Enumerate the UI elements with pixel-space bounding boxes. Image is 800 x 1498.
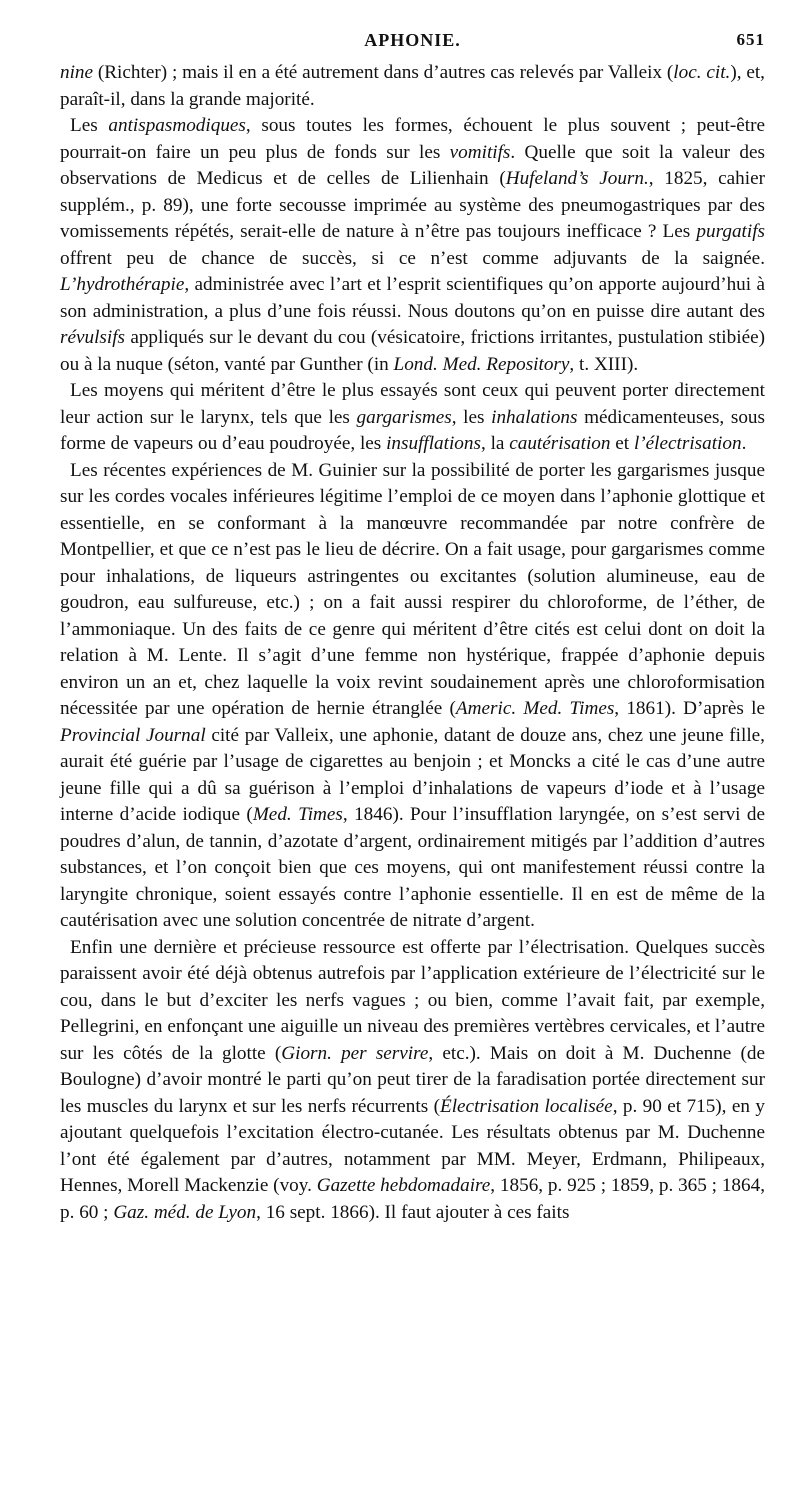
paragraph-moyens — [60, 378, 765, 458]
text-run: , 1825, cahier supplém., p. 89), une forte secousse imprimée au système des pneumogastriques par des vomissements répétés, serait-elle de nature à n’être pas toujours inefficace ? Les — [60, 168, 765, 242]
text-run: ), et, paraît-il, dans la grande majorité. — [60, 62, 765, 110]
page-number: 651 — [736, 30, 765, 49]
text-run: cité par Valleix, une aphonie, datant de douze ans, chez une jeune fille, aurait été guérie par l’usage de cigarettes au benjoin ; et Moncks a cité le cas d’une autre jeune fille qui a dû sa guérison à l’emploi d’inhalations de vapeurs d’iode et à l’usage interne d’acide iodique ( — [60, 724, 765, 825]
paragraph-continued — [60, 60, 765, 113]
text-run: , t. XIII). — [569, 353, 639, 375]
text-run: Les — [70, 115, 109, 136]
text-run: , 1861). D’après le — [614, 698, 765, 719]
text-run: offrent peu de chance de succès, si ce n’est comme adjuvants de la saignée. — [60, 247, 765, 269]
text-run: (Richter) ; mais il en a été autrement dans d’autres cas relevés par Valleix ( — [93, 62, 674, 83]
text-run: , etc.). Mais on doit à M. Duchenne (de Boulogne) d’avoir montré le parti qu’on peut tirer de la faradisation portée directement sur les muscles du larynx et sur les nerfs récurrents ( — [60, 1042, 765, 1117]
italic-run: gargarismes — [356, 406, 452, 428]
italic-run: Gaz. méd. de Lyon — [113, 1201, 257, 1223]
text-run: Les moyens qui méritent d’être le plus essayés sont ceux qui peuvent porter directement leur action sur le larynx, tels que les — [60, 380, 765, 428]
italic-run: Giorn. per servire — [281, 1042, 429, 1064]
running-header — [60, 28, 765, 58]
italic-run: antispasmodiques — [108, 115, 246, 136]
italic-run: l’électrisation — [633, 433, 742, 454]
text-run: , administrée avec l’art et l’esprit scientifiques qu’on apporte aujourd’hui à son administration, a plus d’une fois réussi. Nous doutons qu’on en puisse dire autant des — [60, 274, 765, 322]
paragraph-antispasmodiques — [60, 113, 765, 378]
text-run: Enfin une dernière et précieuse ressource est offerte par l’électrisation. Quelques succès paraissent avoir été déjà obtenus autrefois par l’application extérieure de l’électricité sur le cou, dans le but d’exciter les nerfs vagues ; ou bien, comme l’avait fait, par exemple, Pellegrini, en enfonçant une aiguille un niveau des premières vertèbres cervicales, et l’autre sur les côtés de la glotte ( — [60, 936, 765, 1064]
italic-run: purgatifs — [696, 221, 765, 242]
text-run: , 16 sept. 1866). Il faut ajouter à ces faits — [256, 1201, 570, 1223]
text-run: appliqués sur le devant du cou (vésicatoire, frictions irritantes, pustulation stibiée) ou à la nuque (séton, vanté par Gunther (in — [60, 327, 765, 375]
text-run: médicamenteuses, sous forme de vapeurs ou d’eau poudroyée, les — [60, 406, 765, 454]
italic-run: insufflations — [386, 433, 481, 454]
italic-run: loc. cit. — [673, 62, 731, 83]
text-run: . Quelle que soit la valeur des observations de Medicus et de celles de Lilienhain ( — [60, 141, 765, 189]
italic-run: vomitifs — [449, 141, 511, 163]
body-text — [60, 60, 765, 1226]
italic-run: Lond. Med. Repository — [393, 353, 570, 375]
italic-run: Med. Times — [252, 804, 343, 825]
text-run: , p. 90 et 715), en y ajoutant quelquefois l’excitation électro-cutanée. Les résultats obtenus par M. Duchenne l’ont été également par d’autres, notamment par MM. Meyer, Erdmann, Philipeaux, Hennes, Morell Mackenzie (voy. — [60, 1095, 765, 1196]
text-run: et — [610, 433, 634, 454]
italic-run: cautérisation — [509, 433, 611, 454]
italic-run: révulsifs — [60, 327, 126, 348]
italic-run: inhalations — [491, 406, 578, 428]
text-run: , sous toutes les formes, échouent le plus souvent ; peut-être pourrait-on faire un peu plus de fonds sur les — [60, 115, 765, 163]
running-title: APHONIE. — [364, 30, 461, 50]
italic-run: nine — [60, 62, 94, 83]
paragraph-gargarismes — [60, 458, 765, 935]
text-run: , 1856, p. 925 ; 1859, p. 365 ; 1864, p. 60 ; — [60, 1175, 765, 1223]
italic-run: Provincial Journal — [60, 724, 206, 746]
italic-run: Americ. Med. Times — [455, 698, 615, 719]
text-run: Les récentes expériences de M. Guinier sur la possibilité de porter les gargarismes jusque sur les cordes vocales inférieures légitime l’emploi de ce moyen dans l’aphonie glottique et essentielle, en se conformant à la manœuvre recommandée par notre confrère de Montpellier, et que ce n’est pas le lieu de décrire. On a fait usage, pour gargarismes comme pour inhalations, de liqueurs astringentes ou excitantes (solution alumineuse, eau de goudron, eau sulfureuse, etc.) ; on a fait aussi respirer du chloroforme, de l’éther, de l’ammoniaque. Un des faits de ce genre qui méritent d’être cités est celui dont on doit la relation à M. Lente. Il s’agit d’une femme non hystérique, frappée d’aphonie depuis environ un an et, chez laquelle la voix revint soudainement après une chloroformisation nécessitée par une opération de hernie étranglée ( — [60, 459, 765, 719]
text-run: , la — [480, 433, 510, 454]
text-run: , les — [451, 406, 492, 428]
italic-run: Gazette hebdomadaire — [316, 1175, 491, 1196]
book-page — [60, 28, 765, 1226]
paragraph-electrisation — [60, 935, 765, 1227]
text-run: , 1846). Pour l’insufflation laryngée, on s’est servi de poudres d’alun, de tannin, d’azotate d’argent, ordinairement mitigés par l’addition d’autres substances, et l’on conçoit bien que ces moyens, qui ont manifestement réussi contre la laryngite chronique, soient essayés contre l’aphonie essentielle. Il en est de même de la cautérisation avec une solution concentrée de nitrate d’argent. — [60, 804, 765, 931]
italic-run: L’hydrothérapie — [60, 274, 185, 295]
text-run: . — [741, 433, 747, 454]
italic-run: Électrisation localisée — [439, 1095, 613, 1117]
italic-run: Hufeland’s Journ. — [505, 168, 649, 189]
